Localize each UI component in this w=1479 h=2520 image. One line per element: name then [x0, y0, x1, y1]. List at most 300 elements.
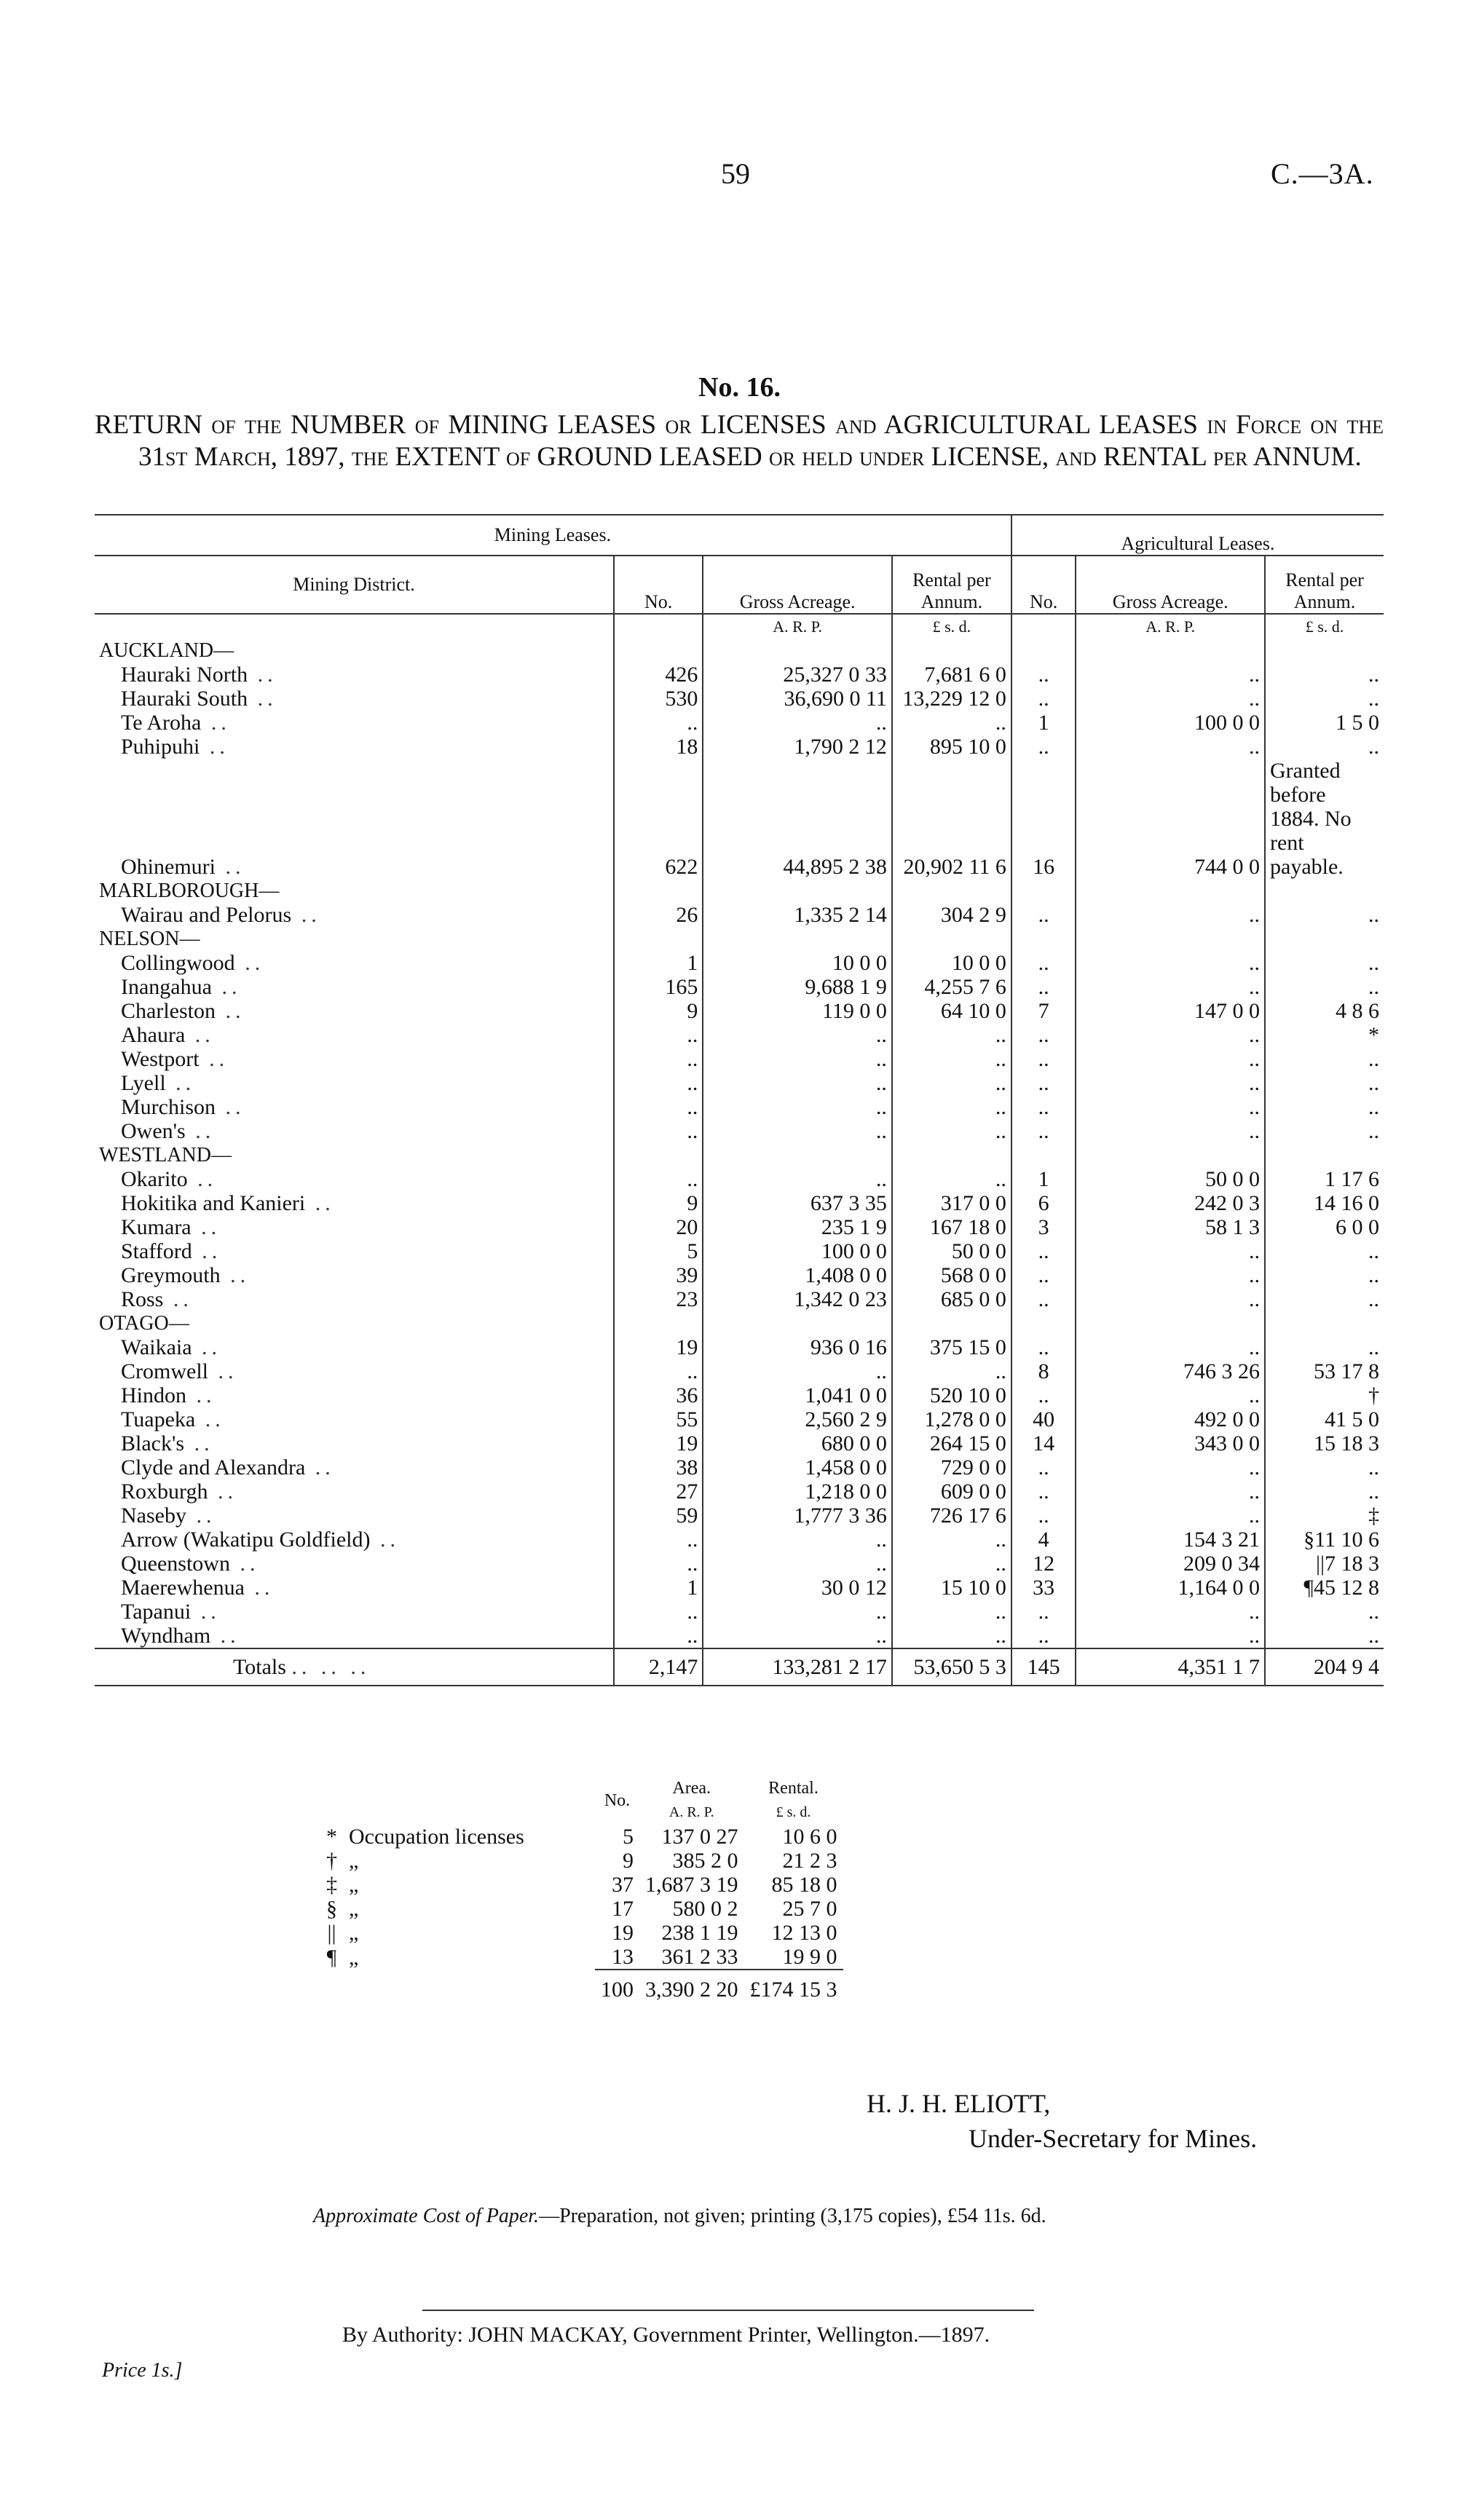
cell-mining-rental: ..: [892, 711, 1011, 735]
group-name: MARLBOROUGH—: [95, 879, 614, 903]
occupation-row: [320, 1849, 843, 1873]
occupation-row: [320, 1825, 843, 1849]
table-row: [95, 1480, 1384, 1504]
cell-agri-area: 100 0 0: [1076, 711, 1265, 735]
district-name: Wyndham: [121, 1624, 211, 1648]
cell-agri-no: ..: [1011, 1263, 1076, 1287]
district-name: Owen's: [121, 1119, 186, 1143]
cell-agri-rental: ..: [1368, 1480, 1379, 1504]
cell-mining-no: 426: [614, 663, 703, 687]
occ-col-no: No.: [604, 1790, 631, 1810]
col-header-mining-gross: Gross Acreage.: [703, 556, 892, 614]
table-row: [95, 1119, 1384, 1143]
occ-cell-mark: ||: [327, 1921, 336, 1945]
cell-mining-no: 20: [614, 1215, 703, 1239]
cell-agri-rental: 15 18 3: [1314, 1431, 1379, 1455]
cell-mining-area: 1,335 2 14: [703, 903, 892, 927]
cell-agri-area: ..: [1076, 663, 1265, 687]
cell-agri-rental: ..: [1368, 735, 1379, 759]
cell-mining-no: ..: [614, 1167, 703, 1191]
table-row: [95, 1552, 1384, 1576]
dot-leader: ..: [192, 1239, 222, 1263]
cell-mining-rental: 895 10 0: [892, 735, 1011, 759]
signatory-name: H. J. H. ELIOTT,: [867, 2089, 1051, 2118]
group-header-agricultural: Agricultural Leases.: [1121, 533, 1275, 554]
cell-mining-rental: ..: [892, 1095, 1011, 1119]
cell-mining-no: ..: [614, 1095, 703, 1119]
cell-mining-no: ..: [614, 1624, 703, 1648]
cell-agri-no: ..: [1011, 1383, 1076, 1407]
cell-agri-rental: ¶45 12 8: [1304, 1576, 1379, 1600]
cell-agri-no: ..: [1011, 663, 1076, 687]
occ-cell-mark: †: [326, 1849, 337, 1873]
cell-mining-no: 36: [614, 1383, 703, 1407]
occ-cell-no: 37: [612, 1873, 634, 1897]
dot-leader: ..: [185, 1023, 215, 1047]
cell-agri-no: ..: [1011, 735, 1076, 759]
cell-mining-area: ..: [703, 1359, 892, 1383]
cell-mining-rental: 375 15 0: [892, 1335, 1011, 1359]
occ-cell-area: 1,687 3 19: [645, 1873, 738, 1897]
page-number: 59: [721, 157, 750, 190]
occ-cell-area: 361 2 33: [661, 1945, 738, 1969]
cell-mining-rental: 568 0 0: [892, 1263, 1011, 1287]
district-name: Te Aroha: [121, 711, 202, 735]
cell-mining-rental: 609 0 0: [892, 1480, 1011, 1504]
table-row: [95, 759, 1384, 879]
occupation-row: [320, 1945, 843, 1970]
cell-agri-no: 4: [1011, 1528, 1076, 1552]
cell-agri-area: ..: [1076, 1023, 1265, 1047]
cell-agri-area: ..: [1076, 1504, 1265, 1528]
cell-mining-rental: ..: [892, 1624, 1011, 1648]
signatory-title: Under-Secretary for Mines.: [969, 2124, 1258, 2153]
cell-agri-area: ..: [1076, 1119, 1265, 1143]
cell-agri-rental: ..: [1368, 1287, 1379, 1311]
occ-cell-no: 13: [612, 1945, 634, 1969]
occupation-row: [320, 1897, 843, 1921]
dot-leader: ..: [215, 999, 245, 1023]
district-name: Clyde and Alexandra: [121, 1455, 306, 1480]
cell-mining-rental: ..: [892, 1119, 1011, 1143]
table-row: [95, 1359, 1384, 1383]
table-row: [95, 711, 1384, 735]
dot-leader: ..: [291, 903, 321, 927]
cell-mining-no: 19: [614, 1431, 703, 1455]
district-name: Maerewhenua: [121, 1576, 245, 1600]
cell-agri-no: 14: [1011, 1431, 1076, 1455]
units-agri-rental: £ s. d.: [1305, 617, 1344, 636]
cell-mining-rental: ..: [892, 1528, 1011, 1552]
cell-agri-area: ..: [1076, 1047, 1265, 1071]
occ-cell-mark: ¶: [326, 1945, 337, 1970]
district-name: Murchison: [121, 1095, 216, 1119]
table-row: [95, 1600, 1384, 1624]
table-row: [95, 1215, 1384, 1239]
totals-agri-no: 145: [1011, 1648, 1076, 1686]
cell-mining-area: 1,458 0 0: [703, 1455, 892, 1480]
cell-mining-no: ..: [614, 1359, 703, 1383]
occ-cell-label: „: [349, 1873, 359, 1897]
cell-agri-area: ..: [1076, 1455, 1265, 1480]
cell-mining-no: 55: [614, 1407, 703, 1431]
dot-leader: ..: [229, 1552, 260, 1576]
occ-cell-area: 238 1 19: [661, 1921, 738, 1945]
cost-note-label: Approximate Cost of Paper.: [313, 2205, 540, 2227]
cell-mining-rental: 167 18 0: [892, 1215, 1011, 1239]
cell-agri-rental: ..: [1368, 1047, 1379, 1071]
cell-mining-rental: 10 0 0: [892, 951, 1011, 975]
cell-agri-area: ..: [1076, 735, 1265, 759]
cell-agri-no: 33: [1011, 1576, 1076, 1600]
district-name: Roxburgh: [121, 1480, 208, 1504]
cell-agri-area: ..: [1076, 1335, 1265, 1359]
cell-mining-rental: ..: [892, 1047, 1011, 1071]
units-agri-area: A. R. P.: [1076, 614, 1265, 639]
district-name: Collingwood: [121, 951, 235, 975]
cell-mining-rental: ..: [892, 1167, 1011, 1191]
cost-note-text: —Preparation, not given; printing (3,175 copies), £54 11s. 6d.: [539, 2205, 1046, 2227]
cell-mining-area: 119 0 0: [703, 999, 892, 1023]
occ-cell-area: 137 0 27: [661, 1825, 738, 1849]
cell-mining-area: 1,790 2 12: [703, 735, 892, 759]
group-name: AUCKLAND—: [95, 639, 614, 663]
cell-agri-area: ..: [1076, 1239, 1265, 1263]
col-header-agri-gross: Gross Acreage.: [1076, 556, 1265, 614]
table-row: [95, 903, 1384, 927]
cell-mining-area: ..: [703, 1624, 892, 1648]
occ-cell-rental: 21 2 3: [782, 1849, 837, 1873]
district-name: Charleston: [121, 999, 216, 1023]
table-row: [95, 1047, 1384, 1071]
cell-agri-rental: ..: [1368, 1624, 1379, 1648]
occ-col-rental-units: £ s. d.: [776, 1804, 811, 1820]
cell-mining-no: 622: [614, 759, 703, 879]
dot-leader: ..: [220, 1263, 251, 1287]
district-name: Okarito: [121, 1167, 188, 1191]
cell-mining-no: 1: [614, 951, 703, 975]
dot-leader: ..: [305, 1191, 335, 1215]
cell-agri-no: ..: [1011, 1504, 1076, 1528]
cell-agri-rental: ..: [1368, 1119, 1379, 1143]
group-name: OTAGO—: [95, 1311, 614, 1335]
cell-agri-no: ..: [1011, 1335, 1076, 1359]
cell-mining-area: ..: [703, 1600, 892, 1624]
cell-agri-no: ..: [1011, 1023, 1076, 1047]
occ-cell-area: 385 2 0: [672, 1849, 738, 1873]
dot-leader: ..: [244, 1576, 275, 1600]
cell-agri-no: ..: [1011, 951, 1076, 975]
dot-leader: ..: [195, 1407, 225, 1431]
occ-col-area-units: A. R. P.: [668, 1804, 714, 1820]
cell-agri-area: ..: [1076, 1600, 1265, 1624]
cell-agri-no: ..: [1011, 1455, 1076, 1480]
cell-mining-area: 1,777 3 36: [703, 1504, 892, 1528]
totals-mining-area: 133,281 2 17: [703, 1648, 892, 1686]
cell-mining-no: 530: [614, 687, 703, 711]
cell-agri-no: ..: [1011, 1071, 1076, 1095]
occ-cell-mark: *: [326, 1825, 337, 1849]
cell-agri-area: ..: [1076, 1071, 1265, 1095]
occ-col-area: Area.: [672, 1779, 711, 1798]
cell-agri-rental: ..: [1368, 1455, 1379, 1480]
group-name: WESTLAND—: [95, 1143, 614, 1167]
dot-leader: ..: [216, 1095, 245, 1119]
cell-agri-no: 3: [1011, 1215, 1076, 1239]
cell-agri-no: ..: [1011, 1239, 1076, 1263]
district-name: Hindon: [121, 1383, 186, 1407]
cell-mining-rental: 317 0 0: [892, 1191, 1011, 1215]
cell-agri-rental: 1 5 0: [1336, 711, 1379, 735]
table-row: [95, 1407, 1384, 1431]
authority-rule: [422, 2310, 1034, 2311]
cell-mining-no: ..: [614, 1552, 703, 1576]
cell-mining-rental: 685 0 0: [892, 1287, 1011, 1311]
cell-mining-area: ..: [703, 1095, 892, 1119]
cell-agri-rental: ..: [1368, 1263, 1379, 1287]
cell-mining-no: 5: [614, 1239, 703, 1263]
cell-agri-area: ..: [1076, 1383, 1265, 1407]
cell-mining-rental: 729 0 0: [892, 1455, 1011, 1480]
table-row: [95, 1431, 1384, 1455]
dot-leader: ..: [210, 1624, 240, 1648]
cell-agri-rental: ..: [1368, 1600, 1379, 1624]
cell-mining-rental: 264 15 0: [892, 1431, 1011, 1455]
dot-leader: ..: [305, 1455, 335, 1480]
cell-mining-no: ..: [614, 1023, 703, 1047]
table-row: [95, 735, 1384, 759]
cell-mining-no: ..: [614, 1071, 703, 1095]
cell-mining-rental: 50 0 0: [892, 1239, 1011, 1263]
printer-authority: By Authority: JOHN MACKAY, Government Printer, Wellington.—1897.: [342, 2323, 990, 2347]
cell-mining-area: 36,690 0 11: [703, 687, 892, 711]
cell-mining-area: 936 0 16: [703, 1335, 892, 1359]
cell-mining-area: 235 1 9: [703, 1215, 892, 1239]
dot-leader: ..: [200, 735, 229, 759]
cell-mining-area: ..: [703, 1167, 892, 1191]
occ-cell-rental: 25 7 0: [782, 1897, 837, 1921]
district-name: Hokitika and Kanieri: [121, 1191, 306, 1215]
cell-mining-area: 680 0 0: [703, 1431, 892, 1455]
cell-agri-rental: ..: [1368, 687, 1379, 711]
cell-mining-rental: ..: [892, 1552, 1011, 1576]
cell-mining-no: 38: [614, 1455, 703, 1480]
cell-agri-rental: ..: [1368, 975, 1379, 999]
cell-agri-no: ..: [1011, 1287, 1076, 1311]
cell-mining-area: ..: [703, 1047, 892, 1071]
district-name: Hauraki South: [121, 687, 248, 711]
cell-agri-area: ..: [1076, 1095, 1265, 1119]
cell-agri-no: ..: [1011, 1624, 1076, 1648]
table-caption: RETURN of the NUMBER of MINING LEASES or LICENSES and AGRICULTURAL LEASES in Force on the 31st March, 1897, the EXTENT of GROUND LEASED or held under LICENSE, and RENTAL per ANNUM.: [95, 410, 1384, 472]
table-row: [95, 687, 1384, 711]
cell-agri-area: 1,164 0 0: [1076, 1576, 1265, 1600]
cell-agri-rental: ..: [1368, 951, 1379, 975]
cell-mining-area: 9,688 1 9: [703, 975, 892, 999]
district-name: Kumara: [121, 1215, 192, 1239]
cell-mining-no: ..: [614, 1528, 703, 1552]
table-row: [95, 663, 1384, 687]
cell-mining-area: 44,895 2 38: [703, 759, 892, 879]
table-row: [95, 1071, 1384, 1095]
district-name: Hauraki North: [121, 663, 248, 687]
cell-mining-rental: 13,229 12 0: [892, 687, 1011, 711]
cell-agri-area: 147 0 0: [1076, 999, 1265, 1023]
cell-mining-no: 26: [614, 903, 703, 927]
district-name: Ohinemuri: [121, 855, 216, 879]
district-name: Inangahua: [121, 975, 212, 999]
cell-agri-no: 1: [1011, 711, 1076, 735]
cell-mining-area: 100 0 0: [703, 1239, 892, 1263]
occ-cell-rental: 10 6 0: [782, 1825, 837, 1849]
cell-mining-no: 1: [614, 1576, 703, 1600]
district-name: Puhipuhi: [121, 735, 200, 759]
occ-cell-label: „: [349, 1897, 359, 1921]
district-name: Arrow (Wakatipu Goldfield): [121, 1528, 371, 1552]
cell-mining-no: 59: [614, 1504, 703, 1528]
table-row: [95, 1191, 1384, 1215]
occupation-row: [320, 1873, 843, 1897]
dot-leader: ..: [186, 1504, 216, 1528]
cell-agri-no: 16: [1011, 759, 1076, 879]
cell-mining-rental: 20,902 11 6: [892, 759, 1011, 879]
cell-agri-rental: 1 17 6: [1325, 1167, 1379, 1191]
cell-mining-rental: 7,681 6 0: [892, 663, 1011, 687]
cell-agri-rental: †: [1368, 1383, 1379, 1407]
district-name: Westport: [121, 1047, 200, 1071]
cell-agri-no: 6: [1011, 1191, 1076, 1215]
cell-agri-rental: ..: [1368, 1071, 1379, 1095]
district-group-heading: [95, 639, 1384, 663]
group-header-mining: Mining Leases.: [95, 515, 1011, 556]
col-header-mining-no: No.: [614, 556, 703, 614]
group-name: NELSON—: [95, 927, 614, 951]
cell-agri-rental: ‡: [1368, 1504, 1379, 1528]
cell-mining-no: 27: [614, 1480, 703, 1504]
cell-agri-area: ..: [1076, 1287, 1265, 1311]
cell-agri-no: 40: [1011, 1407, 1076, 1431]
cell-agri-rental: ..: [1368, 663, 1379, 687]
cell-mining-no: 19: [614, 1335, 703, 1359]
cell-agri-rental: ||7 18 3: [1315, 1552, 1379, 1576]
cell-mining-area: ..: [703, 711, 892, 735]
cell-mining-area: 1,342 0 23: [703, 1287, 892, 1311]
table-row: [95, 1095, 1384, 1119]
table-row: [95, 1263, 1384, 1287]
cell-agri-area: 242 0 3: [1076, 1191, 1265, 1215]
dot-leader: ..: [186, 1383, 216, 1407]
cell-mining-no: ..: [614, 1600, 703, 1624]
document-number: No. 16.: [698, 372, 781, 403]
cell-agri-rental: Granted before 1884. No rent payable.: [1270, 759, 1352, 879]
cell-agri-no: ..: [1011, 1119, 1076, 1143]
cell-agri-no: ..: [1011, 975, 1076, 999]
cell-mining-rental: 64 10 0: [892, 999, 1011, 1023]
table-row: [95, 951, 1384, 975]
occ-cell-no: 5: [623, 1825, 634, 1849]
district-name: Waikaia: [121, 1335, 192, 1359]
cell-agri-rental: ..: [1368, 1239, 1379, 1263]
district-group-heading: [95, 1311, 1384, 1335]
cell-agri-no: 7: [1011, 999, 1076, 1023]
cell-agri-area: 154 3 21: [1076, 1528, 1265, 1552]
cell-agri-rental: ..: [1368, 1095, 1379, 1119]
cell-agri-no: 8: [1011, 1359, 1076, 1383]
cell-agri-no: ..: [1011, 687, 1076, 711]
cell-mining-rental: 726 17 6: [892, 1504, 1011, 1528]
occ-cell-area: 580 0 2: [672, 1897, 738, 1921]
table-row: [95, 999, 1384, 1023]
occ-cell-rental: 19 9 0: [782, 1945, 837, 1969]
cell-mining-rental: ..: [892, 1071, 1011, 1095]
dot-leader: ..: [165, 1071, 196, 1095]
table-row: [95, 1504, 1384, 1528]
leases-table: [95, 514, 1384, 1686]
district-name: Wairau and Pelorus: [121, 903, 292, 927]
dot-leader: ..: [215, 855, 245, 879]
cost-note: [313, 2205, 1046, 2228]
district-name: Lyell: [121, 1071, 166, 1095]
cell-agri-no: ..: [1011, 1480, 1076, 1504]
cell-mining-no: 9: [614, 1191, 703, 1215]
occ-cell-mark: ‡: [326, 1873, 337, 1897]
table-row: [95, 1624, 1384, 1648]
cell-mining-area: 25,327 0 33: [703, 663, 892, 687]
cell-agri-area: ..: [1076, 1624, 1265, 1648]
occupation-licenses-table: [320, 1777, 843, 2002]
cell-mining-no: ..: [614, 1119, 703, 1143]
units-mining-rental: £ s. d.: [892, 614, 1011, 639]
cell-mining-area: ..: [703, 1071, 892, 1095]
occ-total-area: 3,390 2 20: [639, 1970, 744, 2002]
cell-agri-no: 1: [1011, 1167, 1076, 1191]
dot-leader: ..: [211, 975, 242, 999]
document-reference: C.—3A.: [1271, 157, 1374, 190]
cell-mining-rental: ..: [892, 1359, 1011, 1383]
district-name: Cromwell: [121, 1359, 208, 1383]
cell-mining-rental: ..: [892, 1023, 1011, 1047]
price: Price 1s.]: [102, 2359, 183, 2382]
cell-agri-rental: *: [1368, 1023, 1379, 1047]
dot-leader: ..: [192, 1335, 222, 1359]
cell-agri-area: 746 3 26: [1076, 1359, 1265, 1383]
cell-agri-area: 50 0 0: [1076, 1167, 1265, 1191]
table-row: [95, 1239, 1384, 1263]
cell-agri-no: 12: [1011, 1552, 1076, 1576]
occ-cell-no: 9: [623, 1849, 634, 1873]
cell-mining-area: 2,560 2 9: [703, 1407, 892, 1431]
cell-agri-rental: 41 5 0: [1325, 1407, 1379, 1431]
cell-mining-area: 10 0 0: [703, 951, 892, 975]
dot-leader: ..: [185, 1119, 216, 1143]
cell-mining-area: 1,218 0 0: [703, 1480, 892, 1504]
cell-agri-area: 343 0 0: [1076, 1431, 1265, 1455]
cell-agri-area: ..: [1076, 687, 1265, 711]
dot-leader: ..: [201, 711, 231, 735]
cell-agri-no: ..: [1011, 1600, 1076, 1624]
dot-leader: ..: [184, 1431, 214, 1455]
cell-agri-area: ..: [1076, 951, 1265, 975]
dot-leader: ..: [208, 1359, 238, 1383]
cell-mining-no: ..: [614, 1047, 703, 1071]
occ-cell-rental: 12 13 0: [771, 1921, 837, 1945]
dot-leader: ..: [191, 1215, 221, 1239]
cell-agri-rental: §11 10 6: [1304, 1528, 1379, 1552]
occ-cell-mark: §: [326, 1897, 337, 1921]
district-group-heading: [95, 879, 1384, 903]
cell-agri-rental: 14 16 0: [1314, 1191, 1379, 1215]
cell-mining-rental: 15 10 0: [892, 1576, 1011, 1600]
